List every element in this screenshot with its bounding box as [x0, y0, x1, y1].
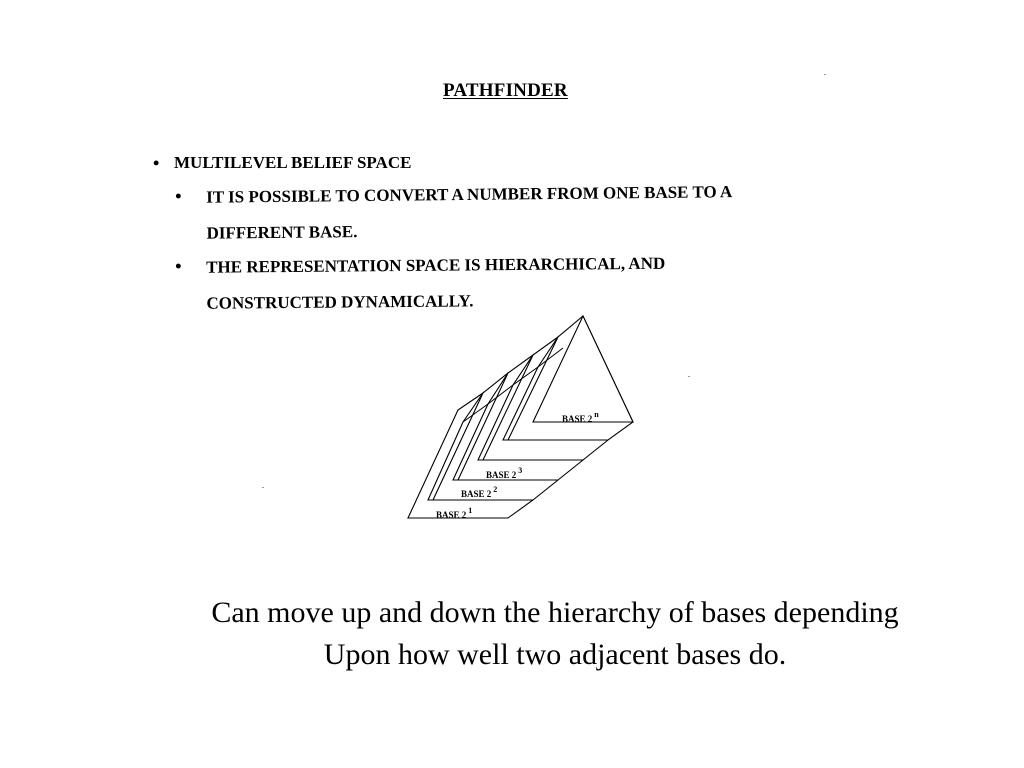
scan-speck	[262, 487, 264, 488]
page-title: PATHFINDER	[443, 80, 568, 101]
sub-bullet-2-line-1: THE REPRESENTATION SPACE IS HIERARCHICAL, AND	[206, 253, 666, 277]
base-label-2: BASE 2 2	[461, 485, 498, 499]
caption-line-2: Upon how well two adjacent bases do.	[323, 638, 787, 671]
bullet-main-text: MULTILEVEL BELIEF SPACE	[174, 153, 412, 172]
bullet-dot: •	[175, 185, 182, 206]
caption-line-1: Can move up and down the hierarchy of bases depending	[211, 596, 899, 629]
bullet-dot: •	[153, 153, 160, 173]
sub-bullet-1-line-1: IT IS POSSIBLE TO CONVERT A NUMBER FROM ONE BASE TO A	[206, 182, 733, 207]
base-label-1: BASE 2 1	[436, 506, 473, 520]
base-label-n: BASE 2 n	[562, 410, 599, 424]
scan-speck	[824, 74, 826, 75]
caption	[0, 592, 1024, 676]
sub-bullet-1-line-2: DIFFERENT BASE.	[206, 222, 358, 243]
sub-bullet-1-text	[206, 174, 733, 252]
base-label-3: BASE 2 3	[486, 466, 523, 480]
bullet-dot: •	[175, 255, 182, 276]
base-hierarchy-diagram	[400, 310, 640, 526]
scan-speck	[688, 376, 690, 377]
sub-bullet-2-line-2: CONSTRUCTED DYNAMICALLY.	[206, 291, 474, 313]
